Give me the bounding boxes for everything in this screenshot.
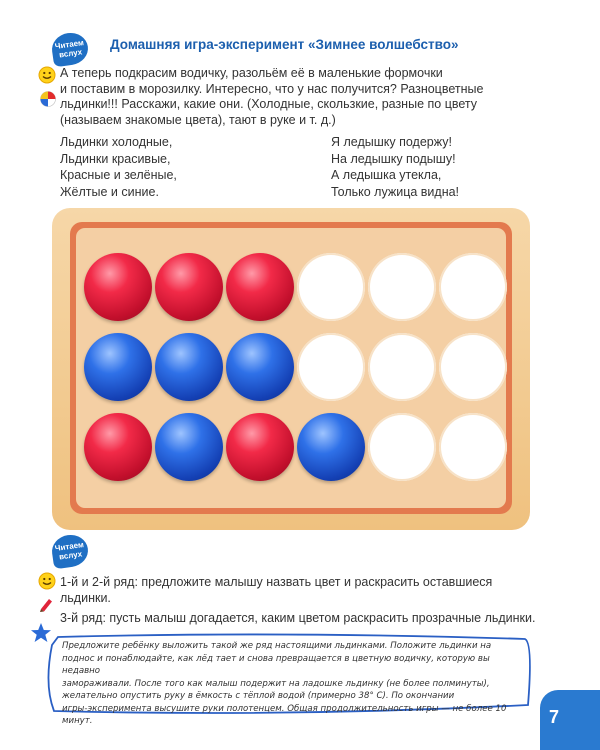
intro-line: и поставим в морозилку. Интересно, что у нас получится? Разноцветные: [60, 81, 484, 96]
poem-line: Я ледышку подержу!: [331, 135, 452, 149]
intro-line: (называем знакомые цвета), тают в руке и т. д.): [60, 112, 336, 127]
poem-line: Красные и зелёные,: [60, 168, 177, 182]
ice-cell-red: [226, 253, 294, 321]
note-line: желательно опустить руку в ёмкость с тёплой водой (примерно 38° С). По окончании: [62, 691, 455, 701]
pencil-icon: [38, 596, 54, 612]
note-line: поднос и понаблюдайте, как лёд тает и снова превращается в цветную водичку, которую вы недавно: [62, 653, 490, 676]
ice-cell-white: [368, 413, 436, 481]
poem-line: Льдинки холодные,: [60, 135, 173, 149]
ice-cell-white: [439, 333, 507, 401]
read-aloud-badge-top: [50, 31, 90, 68]
intro-text: [60, 66, 540, 128]
ball-icon: [40, 91, 56, 107]
poem-right: [331, 134, 459, 200]
page-number: 7: [549, 707, 560, 727]
poem-line: На ледышку подышу!: [331, 151, 456, 166]
ice-cell-red: [155, 253, 223, 321]
poem-line: Жёлтые и синие.: [60, 184, 159, 199]
poem-line: Только лужица видна!: [331, 184, 460, 199]
ice-cell-blue: [297, 413, 365, 481]
note-line: замораживали. После того как малыш подержит на ладошке льдинку (не более полминуты),: [62, 678, 490, 689]
task-line: льдинки.: [60, 590, 111, 605]
star-icon: [30, 622, 52, 644]
read-aloud-label: Читаем вслух: [54, 38, 85, 60]
ice-cell-blue: [84, 333, 152, 401]
intro-line: льдинки!!! Расскажи, какие они. (Холодные, скользкие, разные по цвету: [60, 97, 478, 111]
ice-cell-white: [297, 253, 365, 321]
poem-line: А ледышка утекла,: [331, 168, 442, 182]
poem-line: Льдинки красивые,: [60, 151, 171, 166]
ice-cell-white: [297, 333, 365, 401]
tasks-text: [60, 575, 550, 627]
ice-cell-blue: [226, 333, 294, 401]
ice-cell-blue: [155, 333, 223, 401]
poem-left: [60, 134, 177, 200]
task-line: 1-й и 2-й ряд: предложите малышу назвать цвет и раскрасить оставшиеся: [60, 575, 493, 589]
ice-cell-white: [439, 253, 507, 321]
read-aloud-label: Читаем вслух: [54, 540, 85, 562]
parent-note: [62, 640, 512, 728]
ice-cell-red: [84, 413, 152, 481]
note-line: игры-эксперимента высушите руки полотенцем. Общая продолжительность игры — не более 10 минут.: [62, 703, 507, 726]
task-line: 3-й ряд: пусть малыш догадается, каким цветом раскрасить прозрачные льдинки.: [60, 611, 536, 625]
ice-cell-blue: [155, 413, 223, 481]
smiley-icon: [38, 572, 56, 590]
ice-cell-white: [368, 253, 436, 321]
note-line: Предложите ребёнку выложить такой же ряд настоящими льдинками. Положите льдинки на: [62, 641, 492, 651]
ice-cell-white: [439, 413, 507, 481]
read-aloud-badge-bottom: [50, 533, 90, 570]
intro-line: А теперь подкрасим водичку, разольём её в маленькие формочки: [60, 66, 443, 80]
ice-cell-white: [368, 333, 436, 401]
page-title: Домашняя игра-эксперимент «Зимнее волшебство»: [110, 37, 459, 52]
ice-cell-red: [84, 253, 152, 321]
ice-cell-red: [226, 413, 294, 481]
smiley-icon: [38, 66, 56, 84]
